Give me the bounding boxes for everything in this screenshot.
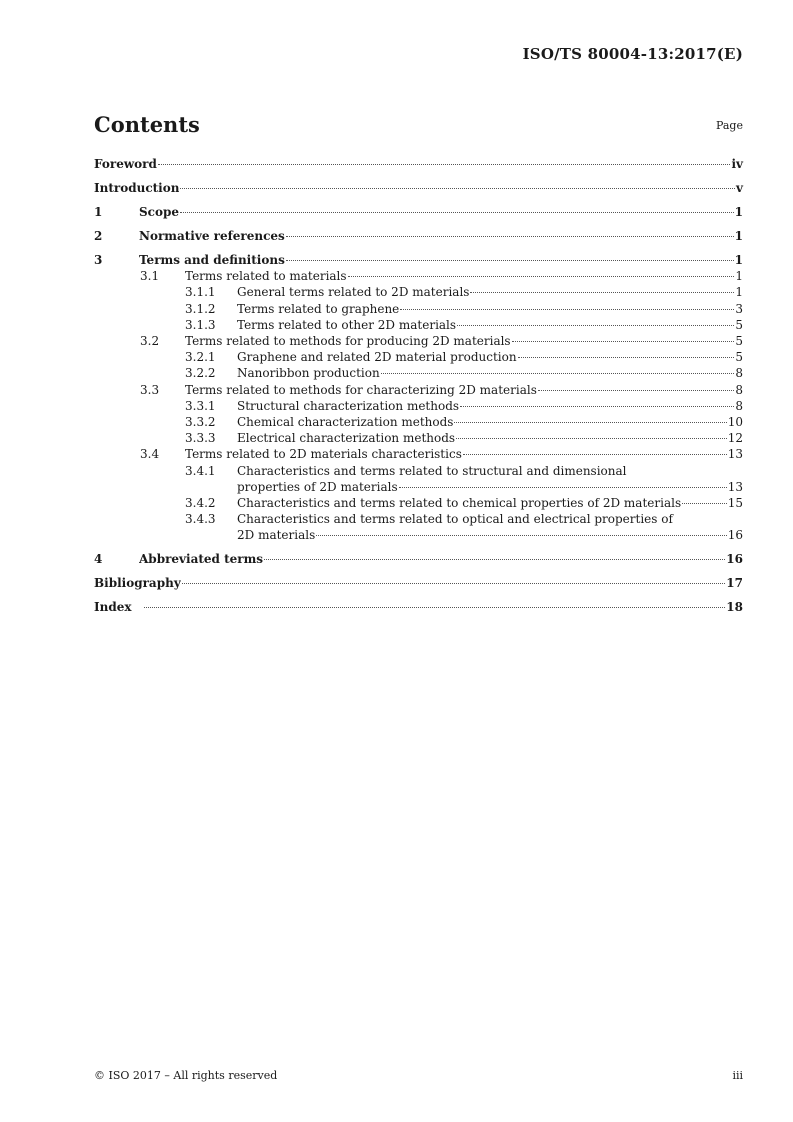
toc-page: 1 (735, 285, 743, 300)
toc-entry-3-3[interactable] (94, 382, 743, 398)
dot-leader (144, 607, 726, 608)
toc-number: 3.2.1 (185, 350, 216, 365)
toc-entry-3-2-1[interactable] (94, 349, 743, 365)
dot-leader (454, 422, 726, 423)
toc-entry-3-1[interactable] (94, 268, 743, 284)
toc-page: iv (731, 157, 743, 171)
dot-leader (457, 325, 734, 326)
toc-entry-4[interactable] (94, 551, 743, 567)
toc-page: 13 (727, 479, 743, 494)
document-id: ISO/TS 80004-13:2017(E) (522, 45, 743, 63)
contents-title: Contents (94, 112, 200, 137)
dot-leader (158, 164, 731, 165)
toc-entry-3-2-2[interactable] (94, 365, 743, 381)
page-column-label: Page (715, 119, 743, 132)
toc-label: Terms related to graphene (237, 301, 400, 316)
toc-label: Chemical characterization methods (237, 415, 454, 430)
toc-label: Terms related to methods for characterizing 2D materials (185, 382, 537, 397)
toc-number: 3.4.3 (185, 512, 216, 527)
toc-page: 12 (727, 431, 743, 446)
toc-entry-3-3-1[interactable] (94, 398, 743, 414)
toc-number: 3.4.1 (185, 463, 216, 478)
toc-entry-3-4-1[interactable] (94, 463, 743, 495)
toc-label: Electrical characterization methods (237, 431, 456, 446)
dot-leader (400, 309, 734, 310)
toc-number: 3.3 (140, 382, 160, 397)
toc-entry-line (94, 463, 743, 479)
toc-entry-3[interactable] (94, 252, 743, 268)
toc-label-continued: properties of 2D materials (237, 479, 398, 494)
toc-page: 8 (735, 398, 743, 413)
toc-entry-3-4[interactable] (94, 446, 743, 462)
toc-label: Abbreviated terms (139, 552, 264, 567)
toc-label: Terms related to materials (185, 269, 347, 284)
toc-number: 3.1.1 (185, 285, 216, 300)
toc-label: Characteristics and terms related to structural and dimensional (237, 463, 627, 478)
toc-page: 5 (735, 317, 743, 332)
toc-number: 3.1 (140, 269, 160, 284)
toc-page: 18 (726, 600, 743, 615)
toc-entry-3-3-2[interactable] (94, 414, 743, 430)
toc-label: Characteristics and terms related to chemical properties of 2D materials (237, 496, 682, 511)
toc-label: Terms related to 2D materials characteristics (185, 447, 462, 462)
toc-label: Foreword (94, 157, 157, 171)
toc-entry-3-4-2[interactable] (94, 495, 743, 511)
dot-leader (460, 406, 734, 407)
toc-label: Terms and definitions (139, 253, 285, 267)
dot-leader (381, 373, 735, 374)
toc-number: 3.3.3 (185, 431, 216, 446)
dot-leader (456, 438, 727, 439)
toc-label: Scope (139, 205, 180, 219)
toc-number: 3.2 (140, 334, 160, 349)
toc-page: 8 (735, 366, 743, 381)
dot-leader (538, 390, 735, 391)
toc-entry-1[interactable] (94, 204, 743, 220)
toc-label: Introduction (94, 181, 180, 195)
toc-entry-index[interactable] (94, 599, 743, 615)
toc-page: 8 (735, 382, 743, 397)
dot-leader (316, 535, 726, 536)
dot-leader (463, 454, 727, 455)
dot-leader (286, 260, 734, 261)
toc-label: General terms related to 2D materials (237, 285, 470, 300)
dot-leader (682, 503, 727, 504)
table-of-contents (94, 156, 743, 616)
dot-leader (348, 276, 735, 277)
toc-page: 5 (735, 334, 743, 349)
toc-number: 1 (94, 205, 103, 219)
toc-page: 15 (727, 496, 743, 511)
toc-number: 3.4 (140, 447, 160, 462)
dot-leader (399, 487, 727, 488)
toc-entry-3-4-3[interactable] (94, 511, 743, 543)
dot-leader (470, 292, 734, 293)
toc-number: 4 (94, 552, 103, 567)
toc-number: 2 (94, 229, 103, 243)
toc-entry-bibliography[interactable] (94, 575, 743, 591)
toc-page: 1 (734, 205, 743, 219)
toc-number: 3 (94, 253, 103, 267)
toc-label: Bibliography (94, 576, 181, 591)
toc-label: Terms related to other 2D materials (237, 317, 457, 332)
toc-label: Index (94, 600, 132, 615)
toc-page: 1 (735, 269, 743, 284)
toc-page: 13 (727, 447, 743, 462)
toc-label: Normative references (139, 229, 285, 243)
toc-entry-foreword[interactable] (94, 156, 743, 172)
toc-number: 3.1.2 (185, 301, 216, 316)
page-number: iii (732, 1069, 743, 1082)
toc-entry-line (94, 479, 743, 495)
toc-page: 17 (726, 576, 743, 591)
toc-number: 3.2.2 (185, 366, 216, 381)
dot-leader (512, 341, 735, 342)
toc-page: 16 (726, 552, 743, 567)
dot-leader (286, 236, 734, 237)
toc-entry-line (94, 527, 743, 543)
toc-label-continued: 2D materials (237, 528, 316, 543)
toc-label: Characteristics and terms related to optical and electrical properties of (237, 512, 673, 527)
toc-entry-line (94, 511, 743, 527)
toc-page: 5 (735, 350, 743, 365)
toc-label: Graphene and related 2D material production (237, 350, 517, 365)
toc-page: 16 (727, 528, 743, 543)
toc-page: v (736, 181, 743, 195)
dot-leader (518, 357, 735, 358)
toc-number: 3.1.3 (185, 317, 216, 332)
toc-label: Terms related to methods for producing 2D materials (185, 334, 511, 349)
toc-page: 3 (735, 301, 743, 316)
toc-label: Nanoribbon production (237, 366, 380, 381)
toc-entry-3-3-3[interactable] (94, 430, 743, 446)
toc-entry-3-1-2[interactable] (94, 301, 743, 317)
toc-entry-3-2[interactable] (94, 333, 743, 349)
dot-leader (182, 583, 726, 584)
toc-entry-2[interactable] (94, 228, 743, 244)
toc-label: Structural characterization methods (237, 398, 460, 413)
dot-leader (180, 188, 735, 189)
toc-number: 3.3.2 (185, 415, 216, 430)
toc-entry-3-1-1[interactable] (94, 284, 743, 300)
toc-number: 3.3.1 (185, 398, 216, 413)
toc-entry-3-1-3[interactable] (94, 317, 743, 333)
toc-page: 10 (727, 415, 743, 430)
toc-number: 3.4.2 (185, 496, 216, 511)
toc-page: 1 (734, 229, 743, 243)
dot-leader (264, 559, 725, 560)
dot-leader (180, 212, 734, 213)
toc-page: 1 (734, 253, 743, 267)
toc-entry-introduction[interactable] (94, 180, 743, 196)
copyright-notice: © ISO 2017 – All rights reserved (94, 1069, 278, 1082)
